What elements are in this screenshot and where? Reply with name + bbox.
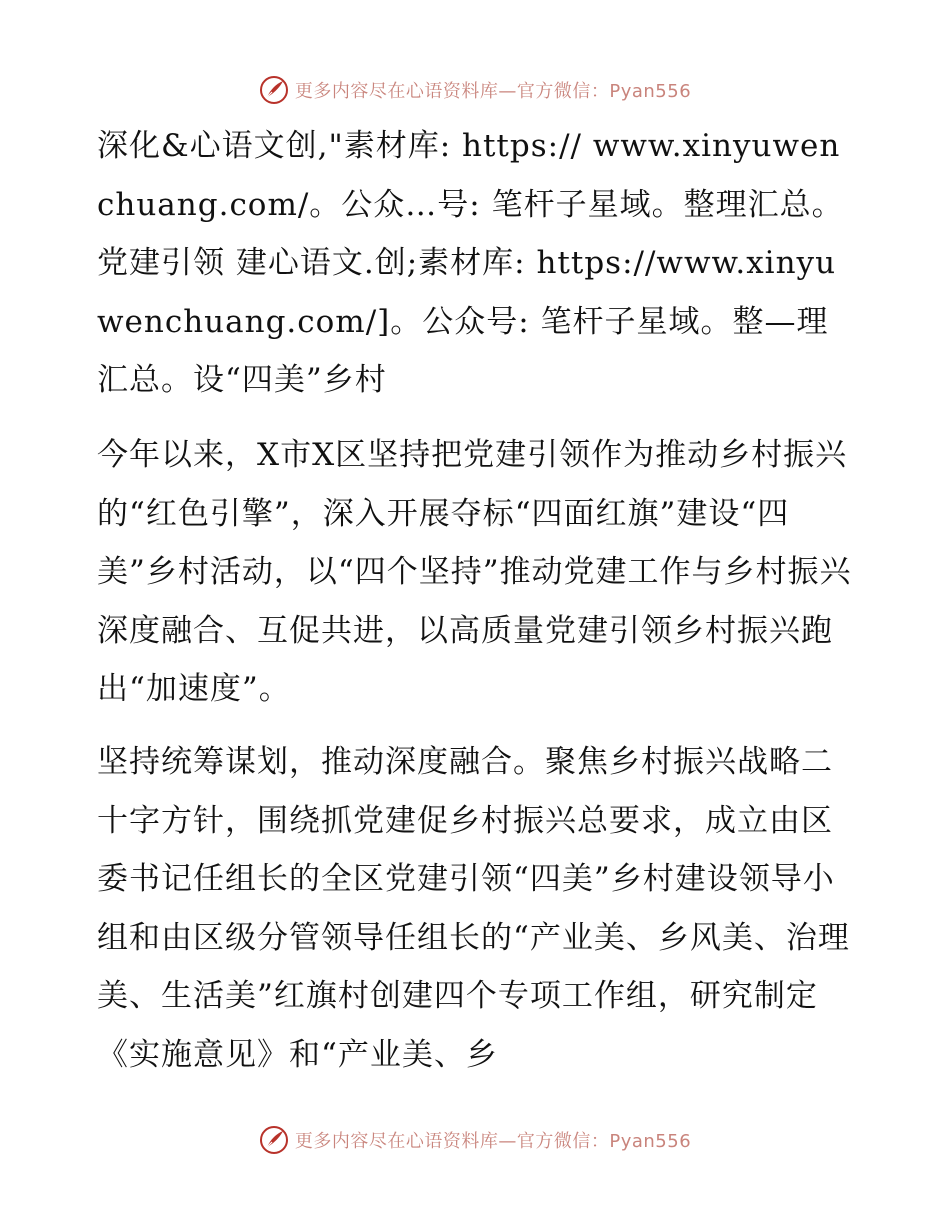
footer-banner-text: 更多内容尽在心语资料库—官方微信：Pyan556	[294, 1131, 692, 1152]
header-banner-text: 更多内容尽在心语资料库—官方微信：Pyan556	[294, 81, 692, 102]
quill-logo-icon	[259, 1125, 289, 1155]
footer-watermark-banner	[0, 1120, 950, 1160]
paragraph-1: 深化&心语文创,"素材库: https:// www.xinyuwenchuang.com/。公众…号: 笔杆子星域。整理汇总。党建引领 建心语文.创;素材库: https://www.xinyuwenchuang.com/]。公众号: 笔杆子星域。整—理汇总。设“四美”乡村	[97, 128, 844, 398]
document-body	[97, 117, 857, 1084]
paragraph-2: 今年以来，X市X区坚持把党建引领作为推动乡村振兴的“红色引擎”，深入开展夺标“四面红旗”建设“四美”乡村活动，以“四个坚持”推动党建工作与乡村振兴深度融合、互促共进，以高质量党建引领乡村振兴跑出“加速度”。	[97, 437, 852, 707]
quill-logo-icon	[259, 75, 289, 105]
header-watermark-banner	[0, 70, 950, 110]
paragraph-3: 坚持统筹谋划，推动深度融合。聚焦乡村振兴战略二十字方针，围绕抓党建促乡村振兴总要求，成立由区委书记任组长的全区党建引领“四美”乡村建设领导小组和由区级分管领导任组长的“产业美、乡风美、治理美、生活美”红旗村创建四个专项工作组，研究制定《实施意见》和“产业美、乡	[97, 744, 850, 1073]
